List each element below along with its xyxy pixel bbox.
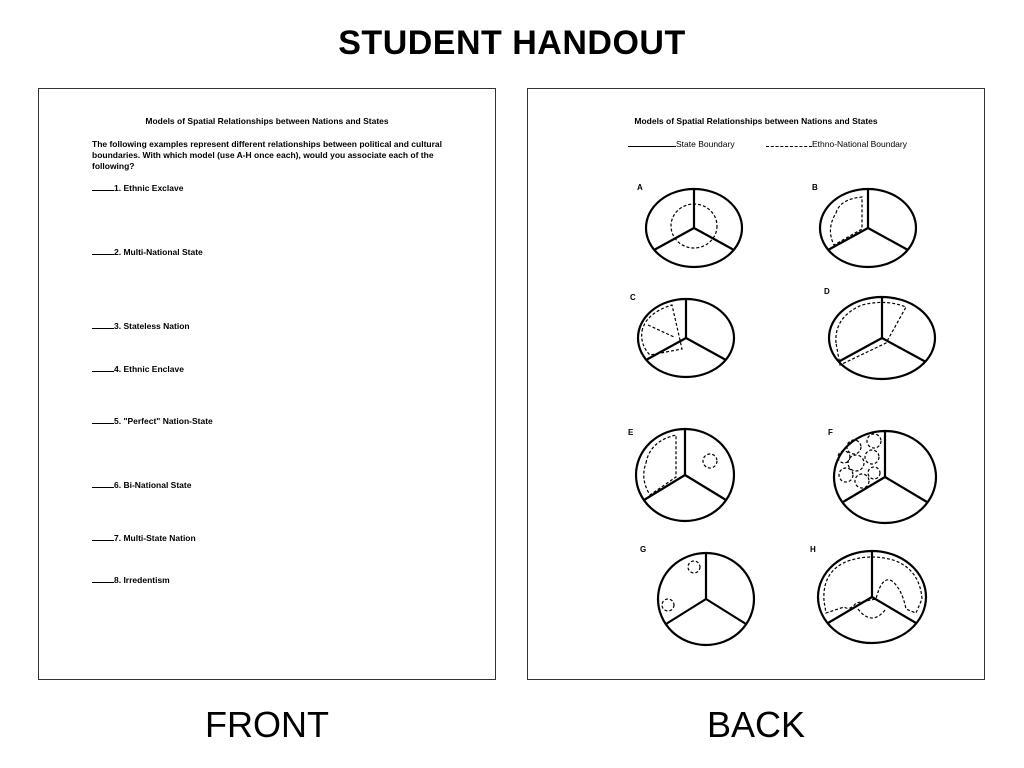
question-label: 6. Bi-National State — [114, 480, 192, 490]
question-label: 8. Irredentism — [114, 575, 170, 585]
model-a-diagram — [644, 187, 744, 269]
answer-blank[interactable] — [92, 328, 114, 329]
model-letter: H — [810, 545, 816, 554]
answer-blank[interactable] — [92, 371, 114, 372]
front-caption: FRONT — [205, 704, 329, 745]
back-heading: Models of Spatial Relationships between Nations and States — [634, 116, 878, 126]
model-h-diagram — [816, 549, 928, 645]
model-letter: G — [640, 545, 647, 554]
question-label: 1. Ethnic Exclave — [114, 183, 184, 193]
answer-blank[interactable] — [92, 540, 114, 541]
question-item — [92, 575, 170, 585]
question-item — [92, 480, 191, 490]
legend-state-boundary: State Boundary — [628, 139, 735, 149]
answer-blank[interactable] — [92, 487, 114, 488]
model-letter: B — [812, 183, 818, 192]
model-c-diagram — [636, 297, 736, 379]
back-caption: BACK — [706, 704, 806, 745]
model-letter: A — [637, 183, 643, 192]
question-item — [92, 247, 203, 257]
model-f-diagram — [832, 429, 938, 525]
model-letter: C — [630, 293, 636, 302]
question-label: 5. "Perfect" Nation-State — [114, 416, 213, 426]
model-g-diagram — [656, 551, 756, 647]
question-label: 4. Ethnic Enclave — [114, 364, 184, 374]
solid-line-icon — [628, 146, 676, 147]
question-label: 2. Multi-National State — [114, 247, 203, 257]
front-heading: Models of Spatial Relationships between Nations and States — [145, 116, 389, 126]
back-handout-page — [527, 88, 985, 680]
question-item — [92, 416, 213, 426]
slide-title: STUDENT HANDOUT — [338, 24, 686, 62]
model-letter: F — [828, 428, 833, 437]
model-letter: D — [824, 287, 830, 296]
question-label: 3. Stateless Nation — [114, 321, 190, 331]
question-label: 7. Multi-State Nation — [114, 533, 196, 543]
question-item — [92, 183, 183, 193]
model-e-diagram — [634, 427, 736, 523]
model-letter: E — [628, 428, 634, 437]
answer-blank[interactable] — [92, 423, 114, 424]
front-instructions: The following examples represent different relationships between political and cultural boundaries. With which model (use A-H once each), would you associate each of the following? — [92, 139, 442, 171]
front-handout-page — [38, 88, 496, 680]
model-b-diagram — [818, 187, 918, 269]
question-item — [92, 533, 196, 543]
legend-ethno-boundary: Ethno-National Boundary — [766, 139, 907, 149]
model-d-diagram — [826, 295, 938, 381]
question-item — [92, 321, 190, 331]
answer-blank[interactable] — [92, 582, 114, 583]
answer-blank[interactable] — [92, 190, 114, 191]
answer-blank[interactable] — [92, 254, 114, 255]
dashed-line-icon — [766, 146, 812, 147]
question-item — [92, 364, 184, 374]
